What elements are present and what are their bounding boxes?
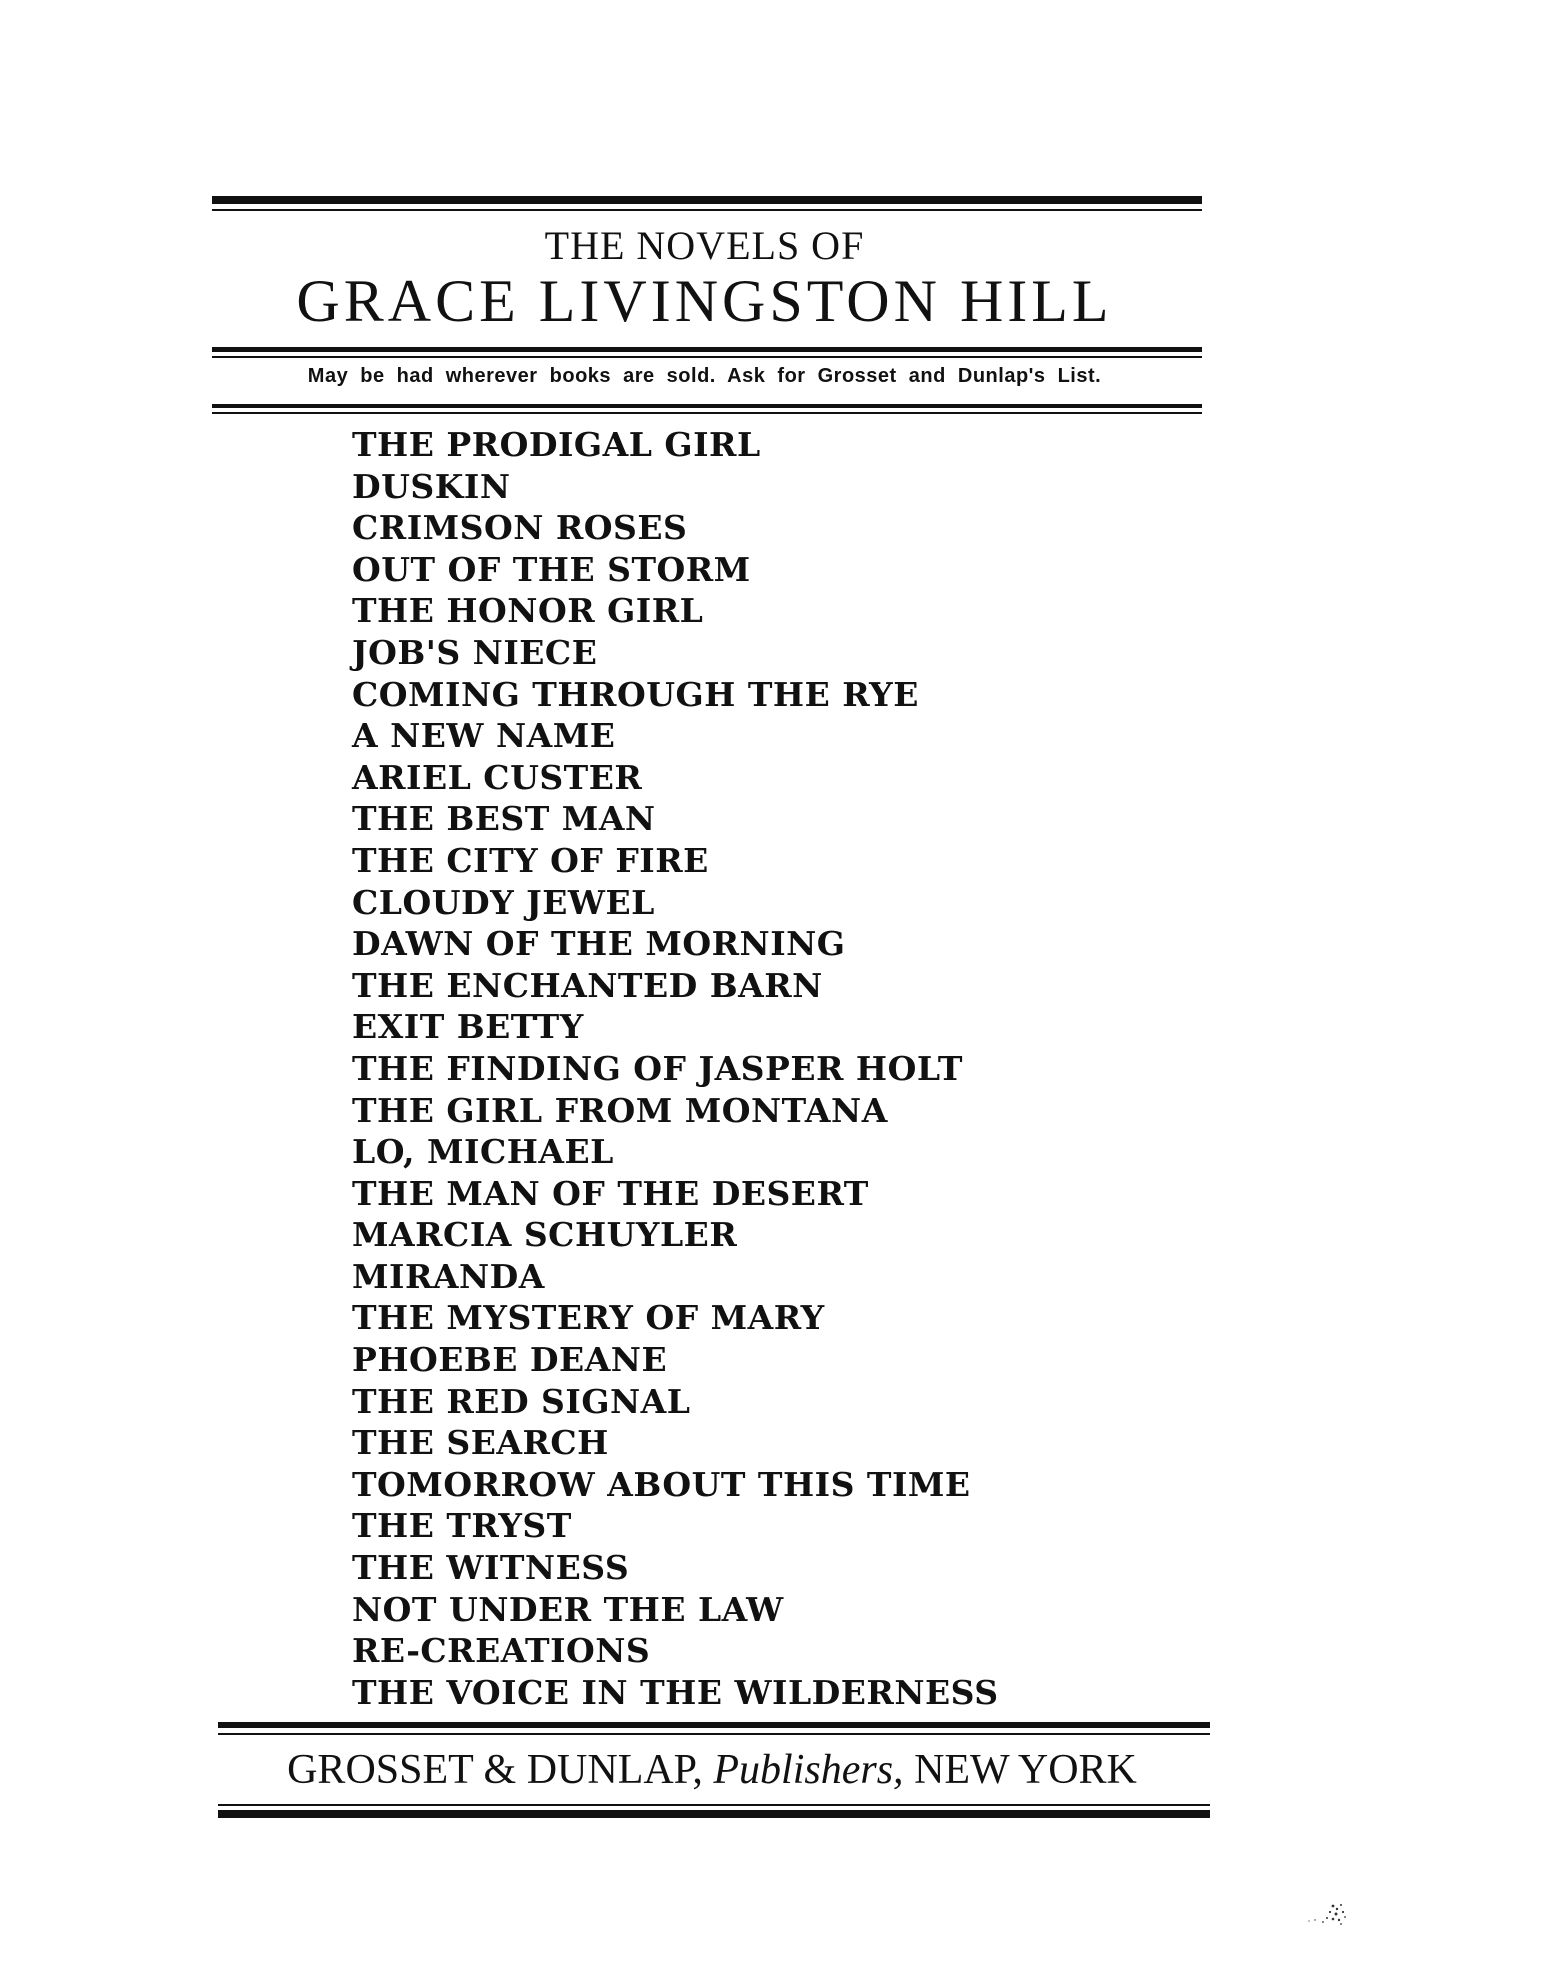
novel-title: THE ENCHANTED BARN [352,965,823,1005]
footer-bottom-rule-thick [218,1810,1210,1818]
novel-title: CRIMSON ROSES [352,508,688,548]
novel-title: TOMORROW ABOUT THIS TIME [352,1464,971,1504]
novel-title: THE GIRL FROM MONTANA [352,1090,888,1130]
novel-title: THE PRODIGAL GIRL [352,425,761,464]
novel-title: THE BEST MAN [352,799,656,839]
novel-title: DAWN OF THE MORNING [352,924,846,964]
novel-title: A NEW NAME [352,716,616,756]
novel-title-list [352,424,999,1713]
novel-title: THE TRYST [352,1506,572,1546]
footer-top-rule-thin [218,1733,1210,1735]
novel-title: THE CITY OF FIRE [352,840,709,880]
publisher-line [212,1745,1212,1795]
novel-title: ARIEL CUSTER [352,757,643,797]
publisher-name: GROSSET & DUNLAP, [287,1747,703,1793]
top-rule-thick [212,196,1202,204]
novel-title: EXIT BETTY [352,1007,584,1047]
novel-title: THE FINDING OF JASPER HOLT [352,1048,963,1088]
print-speckle-mark [1303,1900,1347,1926]
notice-rule-thin [212,412,1202,414]
novel-title: THE WITNESS [352,1548,630,1588]
novel-title: THE SEARCH [352,1423,609,1463]
author-name: GRACE LIVINGSTON HILL [296,268,1113,334]
novel-title: COMING THROUGH THE RYE [352,674,919,714]
publisher-city: NEW YORK [914,1747,1137,1793]
notice-rule-thick [212,404,1202,408]
author-rule-thin [212,356,1202,358]
novel-title: RE-CREATIONS [352,1631,651,1671]
publisher-role: Publishers, [713,1747,904,1793]
novel-title: THE RED SIGNAL [352,1381,691,1421]
novel-title: THE MYSTERY OF MARY [352,1298,825,1338]
footer-bottom-rule-thin [218,1804,1210,1806]
footer-top-rule-thick [218,1722,1210,1728]
novel-title: MARCIA SCHUYLER [352,1215,738,1255]
novel-title: THE HONOR GIRL [352,591,704,631]
novel-title: THE MAN OF THE DESERT [352,1173,869,1213]
novel-title: OUT OF THE STORM [352,549,751,589]
series-subtitle: THE NOVELS OF [544,223,865,268]
novel-title: DUSKIN [352,466,511,506]
novel-title: LO, MICHAEL [352,1132,614,1172]
novel-title: THE VOICE IN THE WILDERNESS [352,1672,999,1712]
author-rule-thick [212,347,1202,352]
top-rule-thin [212,209,1202,211]
novel-title: JOB'S NIECE [352,632,598,672]
availability-notice: May be had wherever books are sold. Ask for Grosset and Dunlap's List. [307,365,1102,387]
novel-title: MIRANDA [352,1256,545,1296]
novel-title: CLOUDY JEWEL [352,882,655,922]
novel-title: PHOEBE DEANE [352,1340,668,1380]
novel-title: NOT UNDER THE LAW [352,1589,784,1629]
